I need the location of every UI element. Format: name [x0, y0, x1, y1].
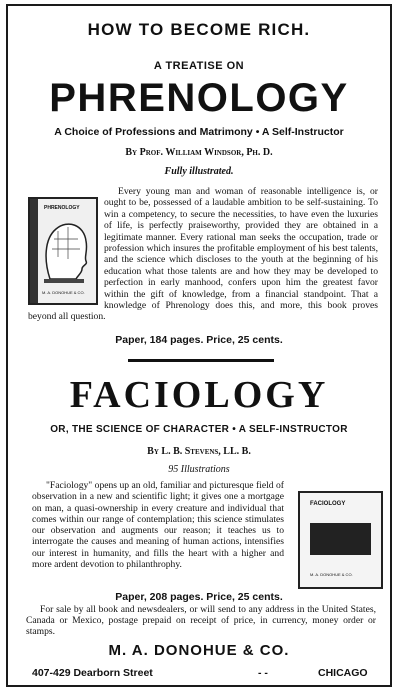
advertisement-panel	[6, 4, 392, 687]
book-cover-title: FACIOLOGY	[310, 501, 346, 507]
faciology-price: Paper, 208 pages. Price, 25 cents.	[115, 591, 283, 603]
faciology-title: FACIOLOGY	[69, 374, 329, 416]
book-cover-title: PHRENOLOGY	[44, 205, 80, 211]
faciology-subtitle: OR, THE SCIENCE OF CHARACTER • A SELF-INSTRUCTOR	[50, 424, 348, 435]
sale-notice	[26, 604, 376, 638]
address-separator: - -	[258, 667, 268, 679]
phrenology-head-illustration	[30, 199, 96, 303]
faciology-illustrations-count: 95 Illustrations	[168, 464, 230, 475]
phrenology-illustrated-note: Fully illustrated.	[164, 166, 234, 177]
phrenology-subtitle: A Choice of Professions and Matrimony • A Self-Instructor	[54, 126, 344, 138]
book-cover-publisher: M. A. DONOHUE & CO.	[310, 572, 353, 577]
faciology-book-cover-image	[298, 491, 383, 589]
publisher-city: CHICAGO	[318, 667, 368, 679]
phrenology-body-text: Every young man and woman of reasonable intelligence is, or ought to be, possessed of a laudable ambition to be self-sustaining. To win a competency, to secure the necessities, to have even the luxuries of life, is perfectly praiseworthy, provided they are obtained in a legitimate manner. Every rational man seeks the occupation, trade or profession which insures the profitable employment of his best talents, and the science which discloses to the youth at the beginning of his education what those talents are and how they may be developed to perfection in early manhood, confers upon him the greatest favor within the gift of knowledge, from a financial standpoint. That a knowledge of Phrenology does this, and more, this book proves beyond all question.	[28, 186, 378, 323]
headline: HOW TO BECOME RICH.	[87, 20, 311, 39]
faciology-author: By L. B. Stevens, LL. B.	[147, 446, 251, 457]
faciology-body-text: "Faciology" opens up an old, familiar and picturesque field of observation in a new and scientific light; it gives one a mortgage on man, a quasi-ownership in every creature and individual that comes within our range of contemplation; this science stimulates our observation and augments our reason; it teaches us to interrogate the causes and meaning of human actions, intensifies our interest in humanity, and fills the heart with a higher and more ardent devotion to philanthrophy.	[32, 480, 284, 571]
publisher-name: M. A. DONOHUE & CO.	[108, 642, 290, 659]
book-cover-band	[310, 523, 371, 555]
phrenology-price: Paper, 184 pages. Price, 25 cents.	[115, 334, 283, 346]
sale-notice-text: For sale by all book and newsdealers, or will send to any address in the United States, Canada or Mexico, postage prepaid on receipt of price, in currency, money order or stamps.	[26, 604, 376, 638]
phrenology-author: By Prof. William Windsor, Ph. D.	[125, 147, 273, 158]
section-divider	[128, 359, 274, 362]
phrenology-book-cover-image	[28, 197, 98, 305]
publisher-address: 407-429 Dearborn Street	[32, 667, 153, 679]
phrenology-kicker: A TREATISE ON	[153, 60, 245, 72]
phrenology-title: PHRENOLOGY	[49, 76, 349, 120]
book-cover-publisher: M. A. DONOHUE & CO.	[42, 290, 85, 295]
